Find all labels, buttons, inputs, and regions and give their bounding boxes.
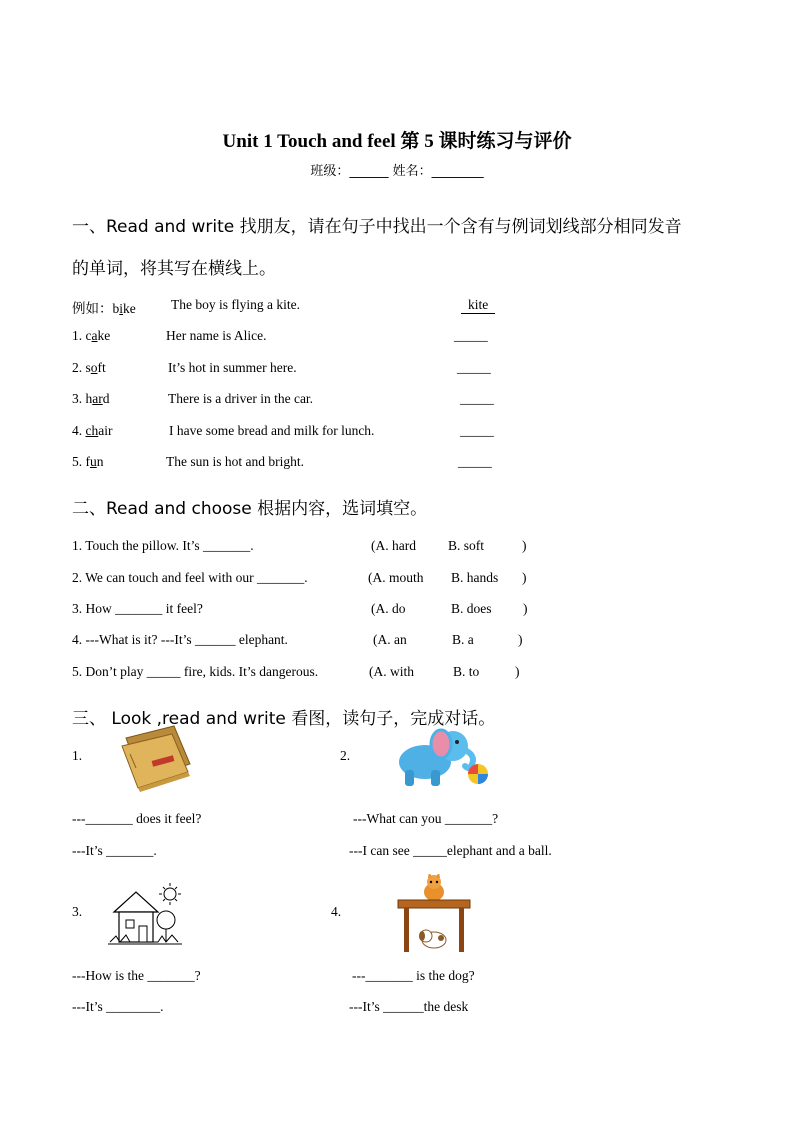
s2-item-3-question: 3. How _______ it feel? [72,601,203,616]
section1-heading-line1: 一、Read and write 找朋友，请在句子中找出一个含有与例词划线部分相同发音 [72,217,682,237]
s2-item-3-option-b: B. does [451,601,492,616]
s2-item-5-question: 5. Don’t play _____ fire, kids. It’s dangerous. [72,664,319,679]
example-word: 例如：bike [72,301,136,316]
s3-q1-line2: ---It’s _______. [72,843,157,858]
name-label: 姓名： [388,164,432,179]
s3-q1-number: 1. [72,748,83,763]
s1-item-4-word: 4. chair [72,423,113,438]
s1-item-3-blank[interactable]: _____ [460,391,494,406]
s1-item-2-sentence: It’s hot in summer here. [168,360,297,375]
s1-item-5-blank[interactable]: _____ [458,454,492,469]
s1-item-4-sentence: I have some bread and milk for lunch. [169,423,375,438]
s2-item-1-option-b: B. soft [448,538,485,553]
s1-item-2-blank[interactable]: _____ [457,360,491,375]
s2-item-5-close: ) [515,664,520,679]
s2-item-4-option-a: (A. an [373,632,407,647]
subtitle [0,160,794,179]
s2-item-1-close: ) [522,538,527,553]
folder-image [116,724,196,794]
s2-item-1-question: 1. Touch the pillow. It’s _______. [72,538,254,553]
s2-item-2-option-a: (A. mouth [368,570,424,585]
s1-item-5-sentence: The sun is hot and bright. [166,454,304,469]
name-blank: ________ [431,164,484,179]
s3-q2-line1: ---What can you _______? [353,811,499,826]
s2-item-4-close: ) [518,632,523,647]
s3-q4-line1: ---_______ is the dog? [352,968,475,983]
page-title: Unit 1 Touch and feel 第 5 课时练习与评价 [222,131,572,152]
s3-q2-number: 2. [340,748,351,763]
s1-item-3-sentence: There is a driver in the car. [168,391,314,406]
s2-item-3-close: ) [523,601,528,616]
s2-item-2-close: ) [522,570,527,585]
section3-heading: 三、 Look ,read and write 看图，读句子，完成对话。 [72,709,496,729]
s1-item-1-sentence: Her name is Alice. [166,328,267,343]
s2-item-3-option-a: (A. do [371,601,406,616]
s3-q4-number: 4. [331,904,342,919]
cat-desk-dog-image [396,874,474,954]
s3-q2-line2: ---I can see _____elephant and a ball. [349,843,552,858]
s2-item-4-question: 4. ---What is it? ---It’s ______ elephant. [72,632,288,647]
example-answer: kite [461,297,495,314]
elephant-ball-image [383,722,493,790]
s3-q4-line2: ---It’s ______the desk [349,999,469,1014]
class-blank: ______ [349,164,389,179]
s1-item-2-word: 2. soft [72,360,106,375]
s2-item-1-option-a: (A. hard [371,538,416,553]
s3-q1-line1: ---_______ does it feel? [72,811,202,826]
s2-item-2-question: 2. We can touch and feel with our _______. [72,570,308,585]
example-sentence: The boy is flying a kite. [171,297,300,312]
class-label: 班级： [310,164,350,179]
s2-item-5-option-b: B. to [453,664,480,679]
s2-item-4-option-b: B. a [452,632,474,647]
s1-item-1-blank[interactable]: _____ [454,328,488,343]
section1-heading-line2: 的单词，将其写在横线上。 [72,259,276,279]
s1-item-4-blank[interactable]: _____ [460,423,494,438]
house-sun-image [108,880,184,950]
s1-item-5-word: 5. fun [72,454,104,469]
s3-q3-line1: ---How is the _______? [72,968,201,983]
s2-item-2-option-b: B. hands [451,570,499,585]
s1-item-3-word: 3. hard [72,391,110,406]
s3-q3-number: 3. [72,904,83,919]
section2-heading: 二、Read and choose 根据内容，选词填空。 [72,499,428,519]
s3-q3-line2: ---It’s ________. [72,999,164,1014]
s2-item-5-option-a: (A. with [369,664,414,679]
s1-item-1-word: 1. cake [72,328,111,343]
